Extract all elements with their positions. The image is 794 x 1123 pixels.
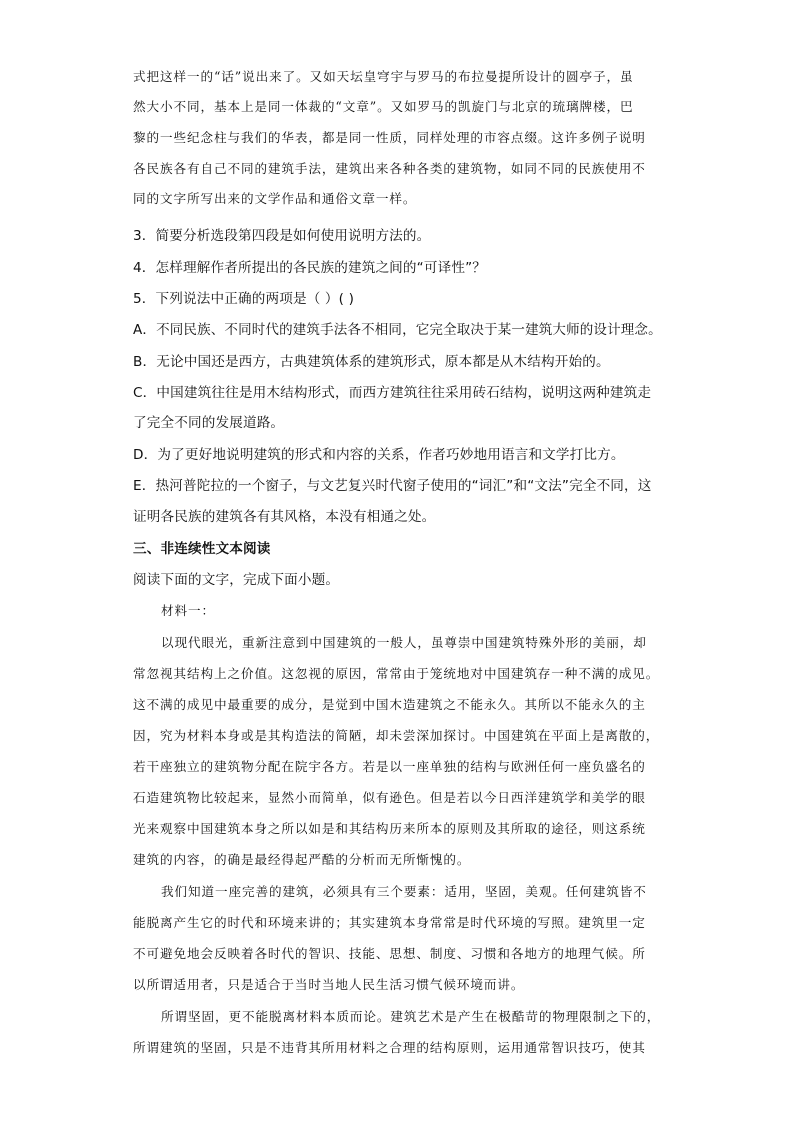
passage-line: 黎的一些纪念柱与我们的华表，都是同一性质，同样处理的市容点缀。这许多例子说明 <box>133 130 646 145</box>
option-c: C．中国建筑往往是用木结构形式，而西方建筑往往采用砖石结构，说明这两种建筑走 <box>133 385 652 401</box>
material-line: 我们知道一座完善的建筑，必须具有三个要素：适用，坚固，美观。任何建筑皆不 <box>161 884 647 899</box>
passage-line: 各民族各有自己不同的建筑手法，建筑出来各种各类的建筑物，如同不同的民族使用不 <box>133 161 646 176</box>
option-c-continued: 了完全不同的发展道路。 <box>133 415 285 431</box>
material-line: 以现代眼光，重新注意到中国建筑的一般人，虽尊崇中国建筑特殊外形的美丽，却 <box>161 635 647 650</box>
option-a: A．不同民族、不同时代的建筑手法各不相同，它完全取决于某一建筑大师的设计理念。 <box>133 322 662 338</box>
question-3: 3．简要分析选段第四段是如何使用说明方法的。 <box>133 228 431 244</box>
section-heading: 三、非连续性文本阅读 <box>133 541 271 557</box>
question-4: 4．怎样理解作者所提出的各民族的建筑之间的“可译性”？ <box>133 260 487 276</box>
material-line: 光来观察中国建筑本身之所以如是和其结构历来所本的原则及其所取的途径，则这系统 <box>133 821 646 836</box>
material-label: 材料一： <box>161 603 215 618</box>
material-line: 常忽视其结构上之价值。这忽视的原因，常常由于笼统地对中国建筑存一种不满的成见。 <box>133 666 660 681</box>
material-line: 石造建筑物比较起来，显然小而简单，似有逊色。但是若以今日西洋建筑学和美学的眼 <box>133 790 646 805</box>
material-line: 建筑的内容，的确是最经得起严酷的分析而无所惭愧的。 <box>133 852 471 867</box>
passage-line: 同的文字所写出来的文学作品和通俗文章一样。 <box>133 191 417 206</box>
material-line: 能脱离产生它的时代和环境来讲的；其实建筑本身常常是时代环境的写照。建筑里一定 <box>133 915 646 930</box>
material-line: 所谓建筑的坚固，只是不违背其所用材料之合理的结构原则，运用通常智识技巧，使其 <box>133 1040 646 1055</box>
material-line: 所谓坚固，更不能脱离材料本质而论。建筑艺术是产生在极酷苛的物理限制之下的， <box>161 1009 661 1024</box>
passage-line: 然大小不同，基本上是同一体裁的“文章”。又如罗马的凯旋门与北京的琉璃牌楼，巴 <box>133 99 634 114</box>
option-b: B．无论中国还是西方，古典建筑体系的建筑形式，原本都是从木结构开始的。 <box>133 354 610 370</box>
material-line: 不可避免地会反映着各时代的智识、技能、思想、制度、习惯和各地方的地理气候。所 <box>133 946 646 961</box>
material-line: 若干座独立的建筑物分配在院宇各方。若是以一座单独的结构与欧洲任何一座负盛名的 <box>133 759 646 774</box>
material-line: 以所谓适用者，只是适合于当时当地人民生活习惯气候环境而讲。 <box>133 977 525 992</box>
question-5: 5．下列说法中正确的两项是（ ）( ) <box>133 291 355 307</box>
option-e: E．热河普陀拉的一个窗子，与文艺复兴时代窗子使用的“词汇”和“文法”完全不同，这 <box>133 478 652 494</box>
instruction: 阅读下面的文字，完成下面小题。 <box>133 572 340 588</box>
option-d: D．为了更好地说明建筑的形式和内容的关系，作者巧妙地用语言和文学打比方。 <box>133 447 625 463</box>
option-e-continued: 证明各民族的建筑各有其风格，本没有相通之处。 <box>133 509 436 525</box>
material-line: 因，究为材料本身或是其构造法的简陋，却未尝深加探讨。中国建筑在平面上是离散的， <box>133 728 660 743</box>
passage-line: 式把这样一的“话”说出来了。又如天坛皇穹宇与罗马的布拉曼提所设计的圆亭子，虽 <box>133 69 634 84</box>
material-line: 这不满的成见中最重要的成分，是觉到中国木造建筑之不能永久。其所以不能永久的主 <box>133 697 646 712</box>
